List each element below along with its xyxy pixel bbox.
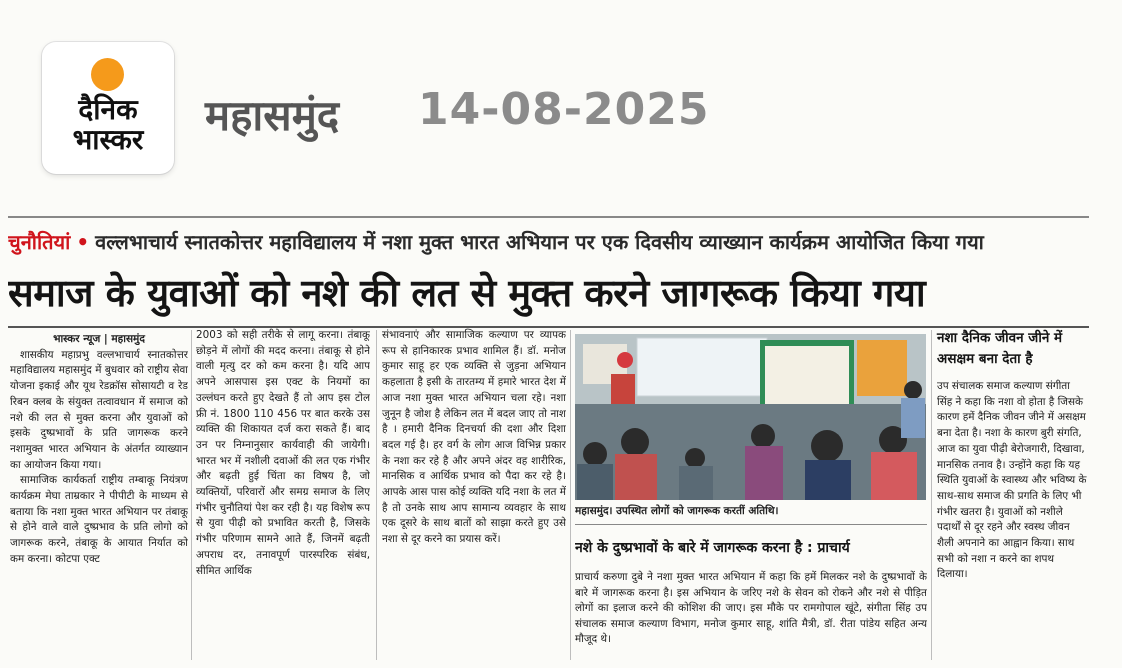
column-3-paragraph: संभावनाएं और सामाजिक कल्याण पर व्यापक रूप से हानिकारक प्रभाव शामिल हैं। डॉ. मनोज कुमार साहू हर एक व्यक्ति से जुड़ना अभियान कहलाता है इसी के तारतम्य में हमारे भारत देश में आज नशा मुक्त भारत अभियान चला रहे। नशा जुनून है जोश है लेकिन लत में बदल जाए तो नाश है । हमारी दैनिक दिनचर्या की दशा और दिशा बदल गई है। हर वर्ग के लोग आज विभिन्न प्रकार के नशा कर रहे है और अपने अंदर वह शारीरिक, मानसिक व आर्थिक प्रभाव को पैदा कर रहे है। आपके आस पास कोई व्यक्ति यदि नशा के लत में है तो उनके साथ आप सामान्य व्यवहार के साथ एक दूसरे के साथ बातों को साझा करते हुए उसे नशा से दूर करने का प्रयास करें। bbox=[382, 329, 566, 546]
top-divider bbox=[8, 216, 1089, 218]
caption-divider bbox=[575, 524, 927, 525]
sidebar-body: उप संचालक समाज कल्याण संगीता सिंह ने कहा कि नशा वो होता है जिसके कारण हमें दैनिक जीवन जीने में असक्षम बना देता है। नशा के कारण बुरी संगति, आज का युवा पीढ़ी बेरोजगारी, दिखावा, मानसिक तनाव है। उन्होंने कहा कि यह स्थिति युवाओं के स्वास्थ्य और भविष्य के साथ-साथ समाज की प्रगति के लिए भी गंभीर खतरा है। युवाओं को नशीले पदार्थों से दूर रहने और स्वस्थ जीवन शैली अपनाने का आह्वान किया। साथ सभी को नशा न करने का शपथ दिलाया। bbox=[937, 380, 1087, 581]
sun-icon bbox=[91, 58, 124, 91]
column-divider bbox=[191, 330, 192, 660]
kicker-separator: • bbox=[76, 230, 90, 254]
event-photo bbox=[575, 334, 926, 500]
section-subheading: नशे के दुष्प्रभावों के बारे में जागरूक करना है : प्राचार्य bbox=[575, 540, 850, 556]
logo-text-dainik: दैनिक bbox=[78, 93, 138, 126]
edition-date: 14-08-2025 bbox=[418, 84, 710, 135]
section-body: प्राचार्य करुणा दुबे ने नशा मुक्त भारत अभियान में कहा कि हमें मिलकर नशे के दुष्प्रभावों के बारे में जागरूक करना है। इस अभियान के जरिए नशे के सेवन को रोकने और नशे से पीड़ित लोगों का इलाज करने की कोशिश की जाए। इस मौके पर रामगोपाल खूंटे, संगीता सिंह उप संचालक समाज कल्याण विभाग, मनोज कुमार साहू, शांति मैत्री, डॉ. रीता पांडेय सहित अन्य मौजूद थे। bbox=[575, 571, 927, 646]
logo-text-bhaskar: भास्कर bbox=[72, 123, 144, 156]
column-divider bbox=[570, 330, 571, 660]
column-divider bbox=[376, 330, 377, 660]
sidebar-heading: नशा दैनिक जीवन जीने में असक्षम बना देता है bbox=[937, 330, 1063, 367]
event-photo-illustration bbox=[575, 334, 926, 500]
column-1-paragraph-1: शासकीय महाप्रभु वल्लभाचार्य स्नातकोत्तर महाविद्यालय महासमुंद में बुधवार को राष्ट्रीय सेवा योजना इकाई और यूथ रेडक्रॉस सोसायटी व रेड रिबन क्लब के संयुक्त तत्वावधान में समाज को नशे की लत से मुक्त करना और युवाओं को इसके दुष्प्रभावों के प्रति जागरूक करने नशामुक्त भारत अभियान के अंतर्गत व्याख्यान का आयोजन किया गया। bbox=[10, 348, 188, 471]
dainik-bhaskar-logo bbox=[42, 42, 174, 174]
kicker-tag: चुनौतियां bbox=[8, 230, 71, 254]
column-1-paragraph-2: सामाजिक कार्यकर्ता राष्ट्रीय तम्बाकू नियंत्रण कार्यक्रम मेघा ताम्रकार ने पीपीटी के माध्यम से बताया कि नशा मुक्त भारत अभियान पर तंबाकू से होने वाले वाले दुष्प्रभाव के प्रति लोगो को जागरूक करने, तंबाकू के आयात निर्यात को कम करना। कोटपा एक्ट bbox=[10, 474, 188, 565]
photo-caption: महासमुंद। उपस्थित लोगों को जागरूक करतीं अतिथि। bbox=[575, 505, 779, 517]
kicker-line bbox=[8, 226, 1088, 258]
article-column-3 bbox=[382, 328, 566, 662]
byline: भास्कर न्यूज | महासमुंद bbox=[53, 333, 145, 345]
column-divider bbox=[931, 330, 932, 660]
article-column-1 bbox=[10, 332, 188, 662]
article-column-2 bbox=[196, 328, 370, 662]
edition-city: महासमुंद bbox=[205, 91, 340, 140]
column-2-paragraph: 2003 को सही तरीके से लागू करना। तंबाकू छोड़ने में लोगों की मदद करना। तंबाकू से होने वाली मृत्यु दर को कम करना है। यदि आप अपने आसपास इस एक्ट के नियमों का उल्लंघन करते हुए देखते हैं तो आप इस टोल फ्री नं. 1800 110 456 पर बात करके उस व्यक्ति की शिकायत दर्ज करा सकते हैं। बाद उन पर निम्नानुसार कार्यवाही की जायेगी। भारत भर में नशीली दवाओं की लत एक गंभीर और बढ़ती हुई चिंता का विषय है, जो व्यक्तियों, परिवारों और समग्र समाज के लिए गंभीर चुनौतियां पेश कर रही है। यह विशेष रूप से युवा पीढ़ी को प्रभावित करती है, जिसके गंभीर परिणाम सामने आते हैं, जिनमें बढ़ती अपराध दर, तनावपूर्ण पारस्परिक संबंध, सीमित आर्थिक bbox=[196, 329, 370, 577]
main-headline: समाज के युवाओं को नशे की लत से मुक्त करने जागरूक किया गया bbox=[8, 271, 926, 315]
kicker-text: वल्लभाचार्य स्नातकोत्तर महाविद्यालय में नशा मुक्त भारत अभियान पर एक दिवसीय व्याख्यान कार्यक्रम आयोजित किया गया bbox=[95, 230, 984, 254]
